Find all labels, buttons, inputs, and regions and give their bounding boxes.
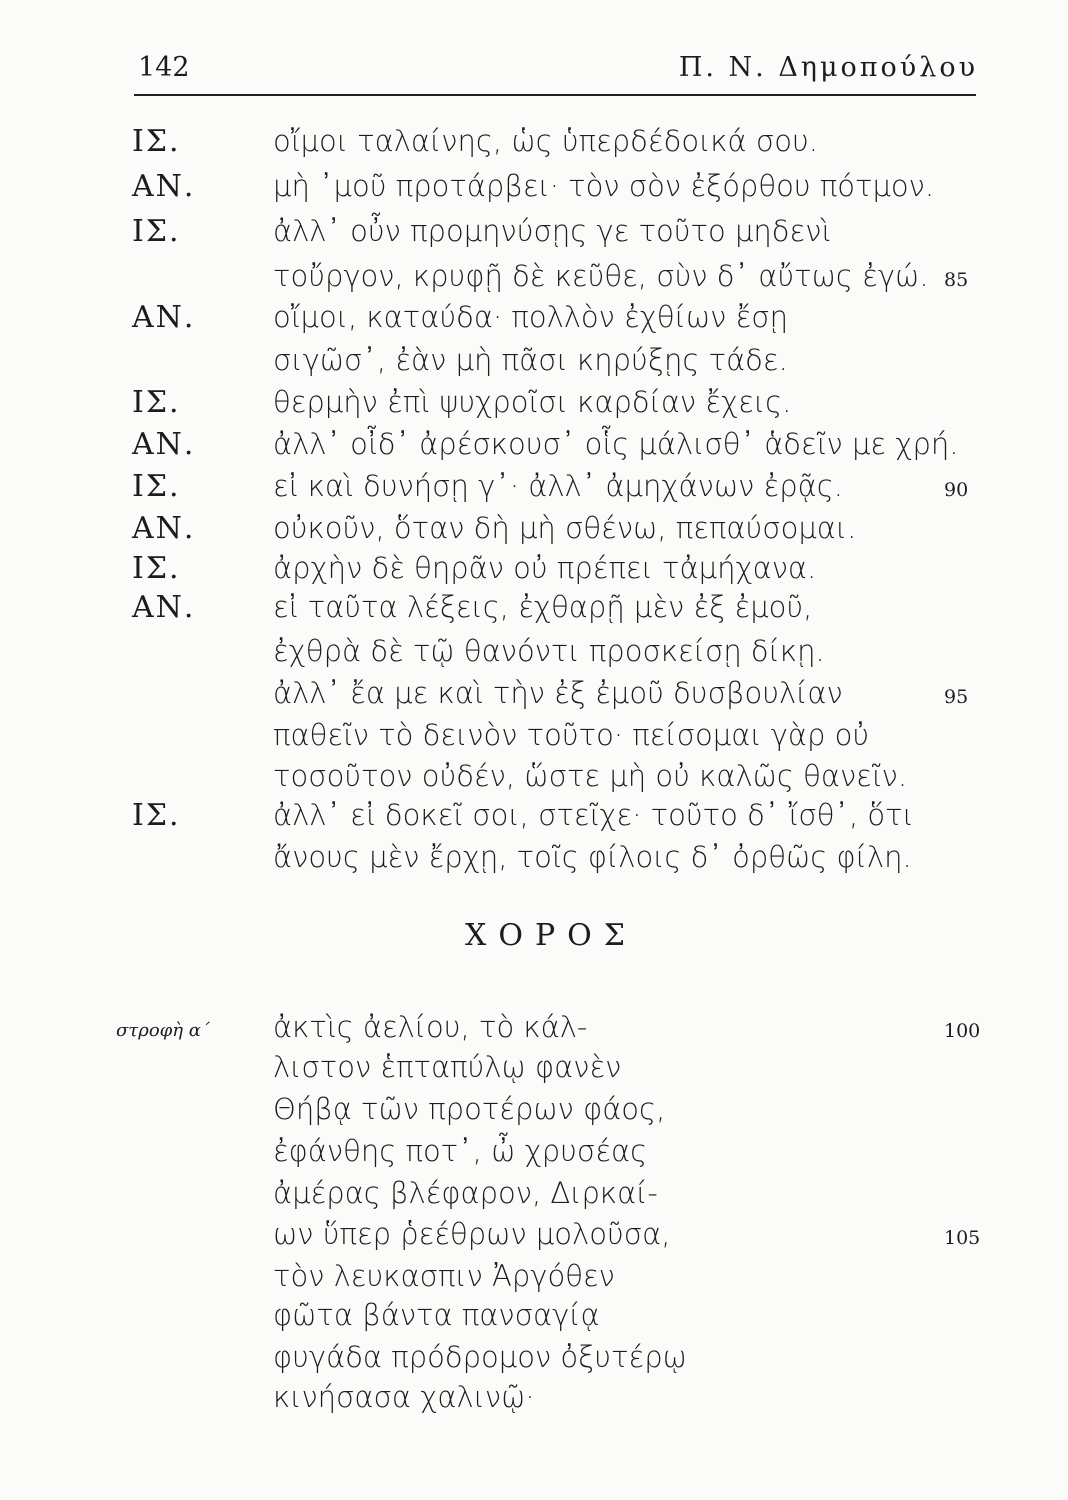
verse-line <box>0 798 1068 840</box>
verse-text: μὴ ᾽μοῦ προτάρβει· τὸν σὸν ἐξόρθου πότμον. <box>273 169 935 203</box>
verse-text: εἰ καὶ δυνήσῃ γ᾽· ἀλλ᾽ ἀμηχάνων ἐρᾷς. <box>273 469 843 503</box>
verse-text: ἀλλ᾽ οἶδ᾽ ἀρέσκουσ᾽ οἷς μάλισθ᾽ ἁδεῖν με χρή. <box>273 427 959 461</box>
verse-line <box>0 511 1068 553</box>
verse-text: θερμὴν ἐπὶ ψυχροῖσι καρδίαν ἔχεις. <box>273 385 792 419</box>
line-number: 105 <box>944 1227 981 1249</box>
verse-line <box>0 469 1068 511</box>
speaker-label: ΙΣ. <box>132 469 181 504</box>
verse-line <box>0 590 1068 632</box>
line-number: 90 <box>944 479 969 501</box>
verse-text: ἄνους μὲν ἔρχῃ, τοῖς φίλοις δ᾽ ὀρθῶς φίλη. <box>273 840 912 874</box>
verse-text: σιγῶσ᾽, ἐὰν μὴ πᾶσι κηρύξῃς τάδε. <box>273 343 788 377</box>
verse-line <box>0 676 1068 718</box>
speaker-label: ΙΣ. <box>132 124 181 159</box>
verse-line <box>0 1217 1068 1259</box>
verse-line <box>0 759 1068 801</box>
verse-text: τοσοῦτον οὐδέν, ὥστε μὴ οὐ καλῶς θανεῖν. <box>273 759 908 793</box>
verse-text: λιστον ἑπταπύλῳ φανὲν <box>273 1050 622 1084</box>
verse-text: ἀλλ᾽ ἔα με καὶ τὴν ἐξ ἐμοῦ δυσβουλίαν <box>273 676 843 710</box>
verse-line <box>0 718 1068 760</box>
verse-text: φῶτα βάντα πανσαγίᾳ <box>273 1298 600 1332</box>
verse-line <box>0 259 1068 301</box>
chorus-heading <box>0 918 1068 960</box>
verse-line <box>0 300 1068 342</box>
verse-text: οἴμοι, καταύδα· πολλὸν ἐχθίων ἔσῃ <box>273 300 789 334</box>
speaker-label: ΑΝ. <box>132 590 196 625</box>
speaker-label: ΙΣ. <box>132 385 181 420</box>
verse-line <box>0 169 1068 211</box>
verse-line <box>0 1380 1068 1422</box>
verse-line <box>0 840 1068 882</box>
verse-text: ἀρχὴν δὲ θηρᾶν οὐ πρέπει τἀμήχανα. <box>273 551 817 585</box>
line-number: 95 <box>944 686 969 708</box>
verse-text: Θήβᾳ τῶν προτέρων φάος, <box>273 1092 666 1126</box>
verse-text: εἰ ταῦτα λέξεις, ἐχθαρῇ μὲν ἐξ ἐμοῦ, <box>273 590 813 624</box>
verse-text: τὸν λευκασπιν Ἀργόθεν <box>273 1259 615 1293</box>
verse-line <box>0 1010 1068 1052</box>
verse-text: κινήσασα χαλινῷ· <box>273 1380 535 1414</box>
line-number: 85 <box>944 269 969 291</box>
verse-text: ἀμέρας βλέφαρον, Διρκαί- <box>273 1176 658 1210</box>
verse-line <box>0 1092 1068 1134</box>
speaker-label: ΙΣ. <box>132 551 181 586</box>
speaker-label: ΑΝ. <box>132 169 196 204</box>
verse-text: ἀλλ᾽ οὖν προμηνύσῃς γε τοῦτο μηδενὶ <box>273 214 832 248</box>
verse-line <box>0 385 1068 427</box>
page-header <box>0 0 1068 100</box>
verse-text: ἀκτὶς ἀελίου, τὸ κάλ- <box>273 1010 588 1044</box>
page-number: 142 <box>138 52 190 83</box>
speaker-label: ΙΣ. <box>132 798 181 833</box>
speaker-label: ΙΣ. <box>132 214 181 249</box>
verse-line <box>0 343 1068 385</box>
strophe-label: στροφὴ α´ <box>116 1020 210 1041</box>
verse-line <box>0 214 1068 256</box>
verse-text: ων ὕπερ ῥεέθρων μολοῦσα, <box>273 1217 671 1251</box>
speaker-label: ΑΝ. <box>132 427 196 462</box>
speaker-label: ΑΝ. <box>132 300 196 335</box>
verse-line <box>0 1134 1068 1176</box>
verse-text: ἀλλ᾽ εἰ δοκεῖ σοι, στεῖχε· τοῦτο δ᾽ ἴσθ᾽, ὅτι <box>273 798 914 832</box>
line-number: 100 <box>944 1020 981 1042</box>
verse-line <box>0 124 1068 166</box>
verse-line <box>0 1259 1068 1301</box>
verse-line <box>0 1176 1068 1218</box>
verse-line <box>0 634 1068 676</box>
verse-text: οἴμοι ταλαίνης, ὡς ὑπερδέδοικά σου. <box>273 124 818 158</box>
verse-line <box>0 1050 1068 1092</box>
verse-text: τοὔργον, κρυφῇ δὲ κεῦθε, σὺν δ᾽ αὔτως ἐγώ. <box>273 259 929 293</box>
speaker-label: ΑΝ. <box>132 511 196 546</box>
verse-line <box>0 427 1068 469</box>
verse-text: ἐχθρὰ δὲ τῷ θανόντι προσκείσῃ δίκῃ. <box>273 634 825 668</box>
verse-text: παθεῖν τὸ δεινὸν τοῦτο· πείσομαι γὰρ οὐ <box>273 718 870 752</box>
header-rule <box>134 94 976 96</box>
running-head: Π. Ν. Δημοπούλου <box>678 52 978 83</box>
verse-text: φυγάδα πρόδρομον ὀξυτέρῳ <box>273 1340 687 1374</box>
verse-text: οὐκοῦν, ὅταν δὴ μὴ σθένω, πεπαύσομαι. <box>273 511 857 545</box>
chorus-title: ΧΟΡΟΣ <box>465 918 637 953</box>
verse-line <box>0 551 1068 593</box>
verse-text: ἐφάνθης ποτ᾽, ὦ χρυσέας <box>273 1134 648 1168</box>
verse-line <box>0 1340 1068 1382</box>
verse-line <box>0 1298 1068 1340</box>
